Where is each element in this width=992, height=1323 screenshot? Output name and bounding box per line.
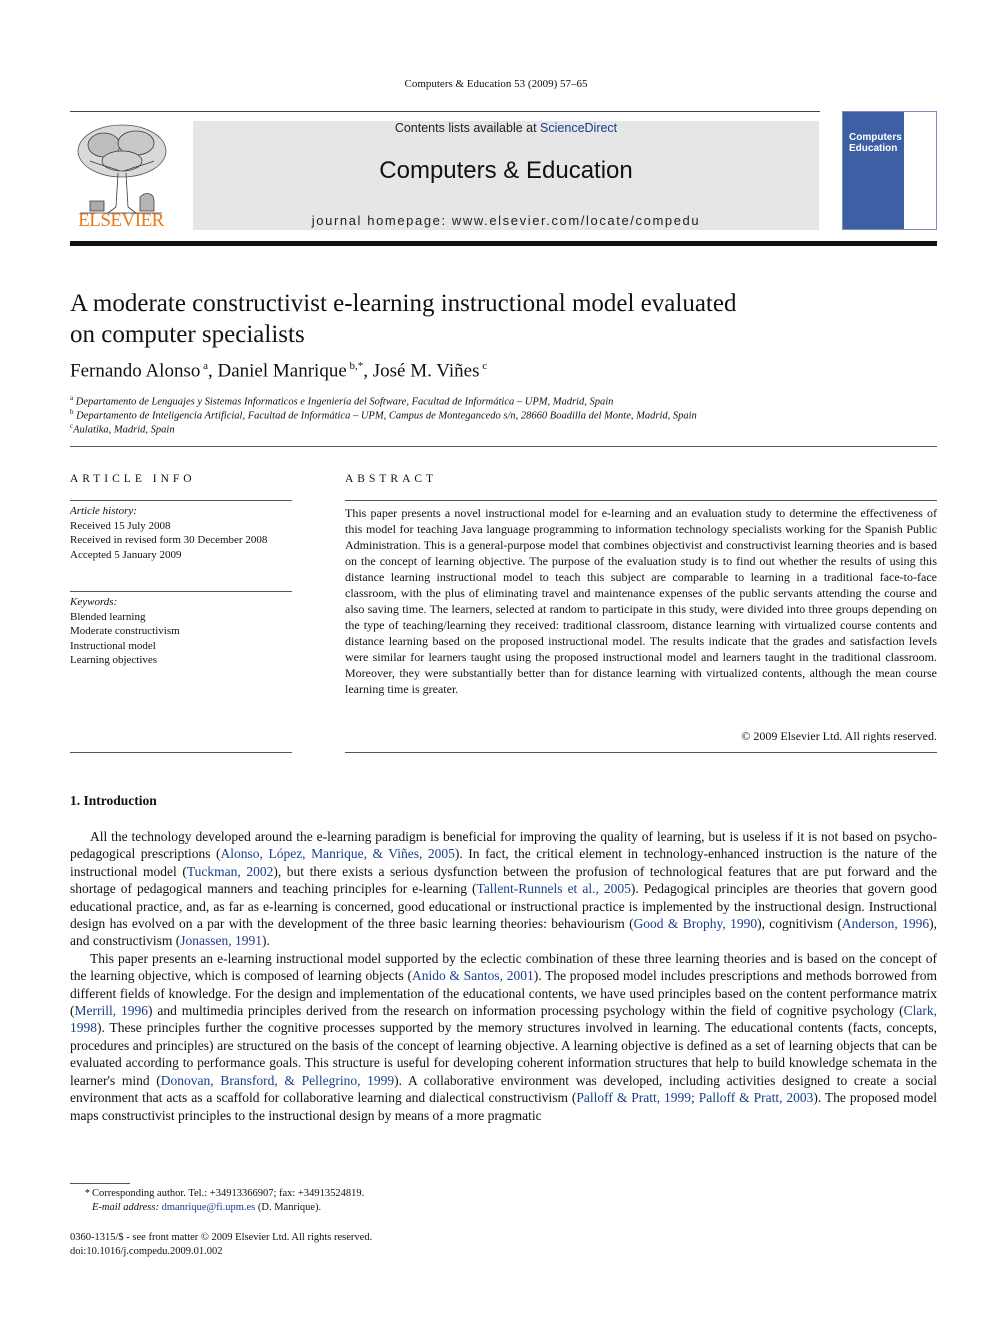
- paragraph-text: ). The proposed model maps constructivist principles to the instructional design by means of a more pragmatic: [70, 1090, 937, 1123]
- affiliation-text: Departamento de Inteligencia Artificial, Facultad de Informática – UPM, Campus de Montegancedo s/n, 28660 Boadilla del Monte, Madrid, Spain: [76, 410, 697, 422]
- author-sup: b,*: [349, 360, 364, 372]
- abstract-rule: [345, 500, 937, 501]
- paragraph-text: ). The proposed model includes prescriptions and methods borrowed from different fields of knowledge. For the design and implementation of the educational contents, we have used principles based on the content performance matrix (: [70, 968, 937, 1019]
- revised-date: Received in revised form 30 December 2008: [70, 534, 268, 546]
- history-label: Article history:: [70, 505, 137, 517]
- article-info-rule: [70, 752, 292, 753]
- cover-title: [849, 132, 902, 154]
- cover-strip: [904, 112, 936, 230]
- citation-link[interactable]: Tuckman, 2002: [186, 863, 274, 879]
- article-info-heading: ARTICLE INFO: [70, 473, 196, 485]
- author-name: Fernando Alonso: [70, 360, 201, 382]
- article-history: [70, 504, 300, 562]
- author-name: José M. Viñes: [372, 360, 480, 382]
- corresponding-text: Corresponding author. Tel.: +34913366907; fax: +34913524819.: [92, 1188, 365, 1199]
- received-date: Received 15 July 2008: [70, 519, 171, 532]
- affiliation-sup: a: [70, 394, 74, 402]
- paragraph-text: ). In fact, the critical element in technology-enhanced instruction is the nature of the instructional model (: [70, 846, 937, 879]
- footnote-rule: [70, 1183, 130, 1184]
- journal-cover-thumbnail: [842, 111, 937, 230]
- paragraph-text: ), but there exists a serious dysfunction between the profusion of technological features that are put forward and the shortage of pedagogical manners and teaching principles for e-learning (: [70, 863, 937, 897]
- paragraph-text: ), cognitivism (: [757, 916, 842, 932]
- affiliation-text: Departamento de Lenguajes y Sistemas Informaticos e Ingeniería del Software, Facultad de Informática – UPM, Madrid, Spain: [75, 396, 614, 408]
- affiliation-sup: b: [70, 408, 74, 416]
- journal-banner: [193, 121, 819, 230]
- title-line1: A moderate constructivist e-learning instructional model evaluated: [70, 290, 737, 317]
- paragraph-text: ), and constructivism (: [70, 916, 937, 949]
- author-list: Fernando Alonso $^a$, Daniel Manrique $^{b,*}$, José M. Viñes $^c$: [70, 360, 488, 382]
- citation-link[interactable]: Clark, 1998: [70, 1003, 937, 1036]
- paragraph-text: ). Pedagogical principles are theories that govern good educational practice, and, as far as e-learning is concerned, good educational or instructional practice is implemented by the instructional design. Instructional design has evolved on a par with the development of the three basic learning theories: behaviourism (: [70, 881, 937, 932]
- paragraph-text: ).: [261, 933, 270, 949]
- paragraph-text: This paper presents an e-learning instructional model supported by the eclectic combination of these three learning theories and is based on the concept of the learning objective, which is composed of learning objects (: [70, 950, 937, 984]
- citation-link[interactable]: Jonassen, 1991: [180, 933, 262, 949]
- accepted-date: Accepted 5 January 2009: [70, 548, 182, 561]
- abstract-rule: [345, 752, 937, 753]
- article-info-rule: [70, 500, 292, 501]
- abstract-copyright: © 2009 Elsevier Ltd. All rights reserved.: [741, 729, 937, 743]
- paragraph-text: ). A collaborative environment was developed, including activities designed to create a social environment that acts as a scaffold for collaborative learning and dialectical constructivism (: [70, 1072, 937, 1106]
- section-rule: [70, 446, 937, 447]
- author-name: Daniel Manrique: [217, 360, 347, 382]
- cover-title-line2: Education: [849, 143, 898, 154]
- abstract-text: This paper presents a novel instructional model for e-learning and an evaluation study to determine the effectiveness of this model for teaching Java language programming to information technology specialists working for the Spanish Public Administration. This is a general-purpose model that combines objectivist and constructivist learning theories and is based on the concept of learning objective. The purpose of the evaluation study is to find out whether the results of using this distance learning instructional model to teach this subject are comparable to learning in a traditional face-to-face classroom, with the plus of eliminating travel and maintenance expenses of the public servants attending the course and also saving time. The learners, selected at random to participate in this study, were divided into three groups depending on the type of teaching/learning they received: traditional classroom, distance learning with virtualized course contents and distance learning based on the proposed instructional model. The results indicate that the grades and satisfaction levels were similar for learners taught using the proposed instructional model and learners taught in the traditional classroom. Moreover, they were substantially better than for distance learning with virtualized contents, although the mean course learning time is greater.: [345, 506, 937, 696]
- header-rule: [70, 111, 820, 112]
- citation-link[interactable]: Donovan, Bransford, & Pellegrino, 1999: [160, 1072, 395, 1088]
- sciencedirect-link[interactable]: ScienceDirect: [540, 121, 618, 135]
- affiliation-sup: c: [70, 422, 74, 430]
- citation-link[interactable]: Anderson, 1996: [841, 916, 930, 932]
- keyword-item: Blended learning: [70, 610, 146, 623]
- corresponding-footnote: [70, 1187, 570, 1215]
- title-line2: on computer specialists: [70, 321, 305, 348]
- cover-title-line1: Computers: [849, 132, 902, 143]
- citation-link[interactable]: Good & Brophy, 1990: [633, 916, 758, 932]
- keyword-item: Moderate constructivism: [70, 625, 180, 637]
- citation-link[interactable]: Alonso, López, Manrique, & Viñes, 2005: [220, 846, 455, 862]
- keywords-block: [70, 595, 300, 668]
- contents-prefix: Contents lists available at: [394, 121, 541, 135]
- journal-reference: Computers & Education 53 (2009) 57–65: [404, 78, 588, 90]
- affiliation: [70, 422, 175, 436]
- paragraph: [70, 950, 937, 1124]
- email-label: E-mail address:: [92, 1202, 159, 1213]
- article-title: [70, 288, 830, 350]
- footnote-asterisk: *: [84, 1188, 90, 1199]
- citation-link[interactable]: Anido & Santos, 2001: [411, 968, 534, 984]
- paragraph-text: ). These principles further the cognitive processes supported by the memory structures involved in learning. The educational contents (facts, concepts, procedures and principles) are structured on the basis of the concept of learning objective. A learning objective is defined as a set of learning objects that can be evaluated according to performance goals. This structure is useful for developing coherent information structures that help to build knowledge schemata in the learner's mind (: [70, 1020, 937, 1088]
- elsevier-wordmark: ELSEVIER: [78, 210, 164, 231]
- keyword-item: Learning objectives: [70, 654, 158, 666]
- affiliation: [70, 394, 613, 408]
- abstract-heading: ABSTRACT: [345, 473, 438, 485]
- doi-line[interactable]: doi:10.1016/j.compedu.2009.01.002: [70, 1246, 223, 1257]
- email-suffix: (D. Manrique).: [257, 1202, 322, 1213]
- paragraph: [70, 828, 937, 950]
- contents-line: [193, 121, 819, 135]
- header-thick-rule: [70, 241, 937, 246]
- journal-homepage[interactable]: journal homepage: www.elsevier.com/locate/compedu: [311, 213, 701, 228]
- affiliation-text: Aulatika, Madrid, Spain: [73, 424, 175, 436]
- journal-name: Computers & Education: [379, 157, 633, 184]
- paragraph-text: All the technology developed around the e-learning paradigm is beneficial for improving the quality of learning, but is useless if it is not based on psycho-pedagogical prescriptions (: [70, 829, 937, 862]
- issn-doi: [70, 1231, 372, 1259]
- author-sup: a: [203, 360, 208, 372]
- author-sup: c: [482, 360, 488, 372]
- affiliation: [70, 408, 697, 422]
- paragraph-text: ) and multimedia principles derived from the research on information processing psychology within the field of cognitive psychology (: [147, 1003, 904, 1019]
- introduction-body: [70, 828, 937, 1124]
- citation-link[interactable]: Palloff & Pratt, 1999; Palloff & Pratt, 2003: [576, 1090, 814, 1106]
- section-heading: 1. Introduction: [70, 793, 157, 808]
- citation-link[interactable]: Tallent-Runnels et al., 2005: [476, 881, 631, 897]
- citation-link[interactable]: Merrill, 1996: [74, 1003, 148, 1019]
- article-info-rule: [70, 591, 292, 592]
- email-link[interactable]: dmanrique@fi.upm.es: [161, 1202, 256, 1213]
- keywords-label: Keywords:: [70, 596, 118, 608]
- keyword-item: Instructional model: [70, 639, 156, 652]
- issn-line: 0360-1315/$ - see front matter © 2009 Elsevier Ltd. All rights reserved.: [70, 1232, 373, 1243]
